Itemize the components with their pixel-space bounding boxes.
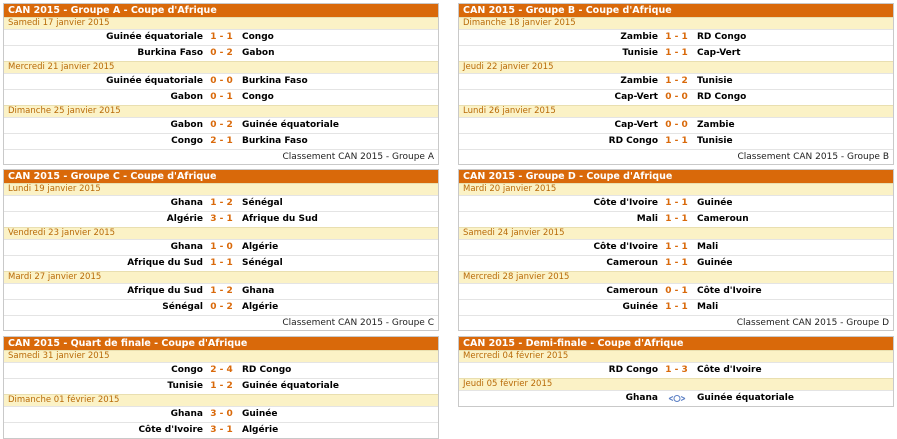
match-date: Jeudi 05 février 2015 — [459, 378, 893, 390]
match-row[interactable] — [459, 29, 893, 45]
standings-link[interactable]: Classement CAN 2015 - Groupe C — [4, 315, 438, 330]
match-row[interactable] — [459, 45, 893, 61]
match-row[interactable] — [459, 89, 893, 105]
match-score[interactable]: 3 - 1 — [210, 425, 233, 435]
away-team[interactable]: Algérie — [242, 302, 279, 312]
away-team[interactable]: Cameroun — [697, 214, 749, 224]
match-date: Dimanche 25 janvier 2015 — [4, 105, 438, 117]
standings-link[interactable]: Classement CAN 2015 - Groupe A — [4, 149, 438, 164]
away-team[interactable]: Sénégal — [242, 198, 283, 208]
match-score[interactable]: 2 - 4 — [210, 365, 233, 375]
match-score[interactable]: 1 - 1 — [665, 32, 688, 42]
home-team[interactable]: Guinée — [622, 302, 658, 312]
away-team[interactable]: Algérie — [242, 425, 279, 435]
match-score[interactable]: 1 - 1 — [665, 214, 688, 224]
match-score[interactable]: 0 - 2 — [210, 302, 233, 312]
match-date: Lundi 26 janvier 2015 — [459, 105, 893, 117]
match-score[interactable]: 3 - 0 — [210, 409, 233, 419]
home-team[interactable]: Burkina Faso — [137, 48, 203, 58]
match-row[interactable] — [4, 362, 438, 378]
match-row[interactable] — [459, 211, 893, 227]
away-team[interactable]: Congo — [242, 32, 274, 42]
home-team[interactable]: Sénégal — [162, 302, 203, 312]
away-team[interactable]: Sénégal — [242, 258, 283, 268]
home-team[interactable]: Mali — [636, 214, 658, 224]
home-team[interactable]: Gabon — [170, 92, 203, 102]
home-team[interactable]: Cap-Vert — [614, 92, 658, 102]
away-team[interactable]: RD Congo — [697, 32, 747, 42]
match-date: Mardi 27 janvier 2015 — [4, 271, 438, 283]
match-date: Mercredi 28 janvier 2015 — [459, 271, 893, 283]
away-team[interactable]: Guinée — [697, 198, 733, 208]
group-panel-1 — [458, 3, 894, 165]
versus-ball-icon — [667, 395, 687, 402]
match-score[interactable]: 1 - 1 — [210, 32, 233, 42]
match-score[interactable]: 0 - 0 — [210, 76, 233, 86]
group-panel-5 — [458, 336, 894, 407]
group-panel-2 — [3, 169, 439, 331]
match-score[interactable]: 1 - 3 — [665, 365, 688, 375]
away-team[interactable]: Guinée — [242, 409, 278, 419]
match-date: Lundi 19 janvier 2015 — [4, 183, 438, 195]
away-team[interactable]: RD Congo — [697, 92, 747, 102]
match-row[interactable] — [4, 73, 438, 89]
away-team[interactable]: Tunisie — [697, 76, 733, 86]
group-title[interactable]: CAN 2015 - Groupe A - Coupe d'Afrique — [4, 4, 438, 17]
home-team[interactable]: Guinée équatoriale — [106, 76, 203, 86]
match-row[interactable] — [459, 283, 893, 299]
away-team[interactable]: Côte d'Ivoire — [697, 365, 762, 375]
home-team[interactable]: Gabon — [170, 120, 203, 130]
match-row[interactable] — [459, 195, 893, 211]
match-row[interactable] — [4, 45, 438, 61]
home-team[interactable]: Guinée équatoriale — [106, 32, 203, 42]
away-team[interactable]: Zambie — [697, 120, 735, 130]
match-score[interactable]: 1 - 1 — [210, 258, 233, 268]
match-row[interactable] — [4, 378, 438, 394]
away-team[interactable]: Guinée — [697, 258, 733, 268]
match-date: Samedi 31 janvier 2015 — [4, 350, 438, 362]
away-team[interactable]: Guinée équatoriale — [242, 381, 339, 391]
home-team[interactable]: Tunisie — [622, 48, 658, 58]
match-row[interactable] — [4, 89, 438, 105]
match-row[interactable] — [4, 255, 438, 271]
match-row[interactable] — [4, 299, 438, 315]
away-team[interactable]: Mali — [697, 242, 719, 252]
match-score[interactable]: 1 - 1 — [665, 48, 688, 58]
home-team[interactable]: Côte d'Ivoire — [593, 242, 658, 252]
home-team[interactable]: Cameroun — [606, 286, 658, 296]
home-team[interactable]: Afrique du Sud — [127, 286, 203, 296]
home-team[interactable]: Zambie — [620, 76, 658, 86]
match-score[interactable]: 1 - 2 — [665, 76, 688, 86]
match-row[interactable] — [459, 390, 893, 406]
away-team[interactable]: Algérie — [242, 242, 279, 252]
match-score[interactable]: 1 - 2 — [210, 286, 233, 296]
match-row[interactable] — [4, 211, 438, 227]
away-team[interactable]: Afrique du Sud — [242, 214, 318, 224]
match-score[interactable]: 0 - 2 — [210, 48, 233, 58]
home-team[interactable]: RD Congo — [608, 136, 658, 146]
match-date: Mardi 20 janvier 2015 — [459, 183, 893, 195]
match-date: Jeudi 22 janvier 2015 — [459, 61, 893, 73]
match-score[interactable]: 2 - 1 — [210, 136, 233, 146]
match-row[interactable] — [459, 133, 893, 149]
away-team[interactable]: Gabon — [242, 48, 275, 58]
away-team[interactable]: Burkina Faso — [242, 136, 308, 146]
match-date: Mercredi 21 janvier 2015 — [4, 61, 438, 73]
match-score[interactable]: 0 - 1 — [210, 92, 233, 102]
match-date: Dimanche 01 février 2015 — [4, 394, 438, 406]
match-score[interactable]: 0 - 1 — [665, 286, 688, 296]
group-panel-3 — [458, 169, 894, 331]
match-row[interactable] — [4, 133, 438, 149]
away-team[interactable]: Mali — [697, 302, 719, 312]
match-row[interactable] — [459, 239, 893, 255]
home-team[interactable]: Ghana — [625, 393, 658, 403]
match-date: Dimanche 18 janvier 2015 — [459, 17, 893, 29]
match-score[interactable]: 1 - 2 — [210, 198, 233, 208]
away-team[interactable]: RD Congo — [242, 365, 292, 375]
home-team[interactable]: Ghana — [170, 409, 203, 419]
home-team[interactable]: Afrique du Sud — [127, 258, 203, 268]
match-score[interactable]: 1 - 1 — [665, 136, 688, 146]
away-team[interactable]: Ghana — [242, 286, 275, 296]
match-score[interactable]: 0 - 2 — [210, 120, 233, 130]
match-date: Samedi 17 janvier 2015 — [4, 17, 438, 29]
match-score[interactable]: 1 - 1 — [665, 198, 688, 208]
match-score[interactable]: 1 - 0 — [210, 242, 233, 252]
home-team[interactable]: Côte d'Ivoire — [138, 425, 203, 435]
home-team[interactable]: Ghana — [170, 198, 203, 208]
away-team[interactable]: Guinée équatoriale — [242, 120, 339, 130]
match-date: Mercredi 04 février 2015 — [459, 350, 893, 362]
match-row[interactable] — [4, 29, 438, 45]
match-date: Samedi 24 janvier 2015 — [459, 227, 893, 239]
away-team[interactable]: Tunisie — [697, 136, 733, 146]
match-score[interactable]: 1 - 1 — [665, 242, 688, 252]
group-title[interactable]: CAN 2015 - Groupe C - Coupe d'Afrique — [4, 170, 438, 183]
group-title[interactable]: CAN 2015 - Demi-finale - Coupe d'Afrique — [459, 337, 893, 350]
home-team[interactable]: Côte d'Ivoire — [593, 198, 658, 208]
match-row[interactable] — [4, 195, 438, 211]
home-team[interactable]: RD Congo — [608, 365, 658, 375]
group-title[interactable]: CAN 2015 - Groupe D - Coupe d'Afrique — [459, 170, 893, 183]
home-team[interactable]: Cap-Vert — [614, 120, 658, 130]
match-row[interactable] — [459, 255, 893, 271]
standings-link[interactable]: Classement CAN 2015 - Groupe B — [459, 149, 893, 164]
home-team[interactable]: Cameroun — [606, 258, 658, 268]
match-row[interactable] — [4, 406, 438, 422]
match-row[interactable] — [4, 422, 438, 438]
group-title[interactable]: CAN 2015 - Quart de finale - Coupe d'Afrique — [4, 337, 438, 350]
match-score[interactable]: 0 - 0 — [665, 120, 688, 130]
home-team[interactable]: Algérie — [166, 214, 203, 224]
home-team[interactable]: Congo — [171, 136, 203, 146]
match-score[interactable]: 1 - 1 — [665, 258, 688, 268]
home-team[interactable]: Tunisie — [167, 381, 203, 391]
match-row[interactable] — [459, 73, 893, 89]
match-date: Vendredi 23 janvier 2015 — [4, 227, 438, 239]
away-team[interactable]: Côte d'Ivoire — [697, 286, 762, 296]
match-row[interactable] — [4, 239, 438, 255]
away-team[interactable]: Guinée équatoriale — [697, 393, 794, 403]
group-title[interactable]: CAN 2015 - Groupe B - Coupe d'Afrique — [459, 4, 893, 17]
match-score[interactable]: 1 - 1 — [665, 302, 688, 312]
home-team[interactable]: Zambie — [620, 32, 658, 42]
group-panel-4 — [3, 336, 439, 439]
away-team[interactable]: Cap-Vert — [697, 48, 741, 58]
match-row[interactable] — [459, 362, 893, 378]
match-row[interactable] — [459, 117, 893, 133]
match-score[interactable]: 3 - 1 — [210, 214, 233, 224]
group-panel-0 — [3, 3, 439, 165]
away-team[interactable]: Burkina Faso — [242, 76, 308, 86]
standings-link[interactable]: Classement CAN 2015 - Groupe D — [459, 315, 893, 330]
home-team[interactable]: Congo — [171, 365, 203, 375]
match-row[interactable] — [4, 283, 438, 299]
home-team[interactable]: Ghana — [170, 242, 203, 252]
match-row[interactable] — [4, 117, 438, 133]
match-score[interactable]: 1 - 2 — [210, 381, 233, 391]
match-score[interactable]: 0 - 0 — [665, 92, 688, 102]
away-team[interactable]: Congo — [242, 92, 274, 102]
match-row[interactable] — [459, 299, 893, 315]
